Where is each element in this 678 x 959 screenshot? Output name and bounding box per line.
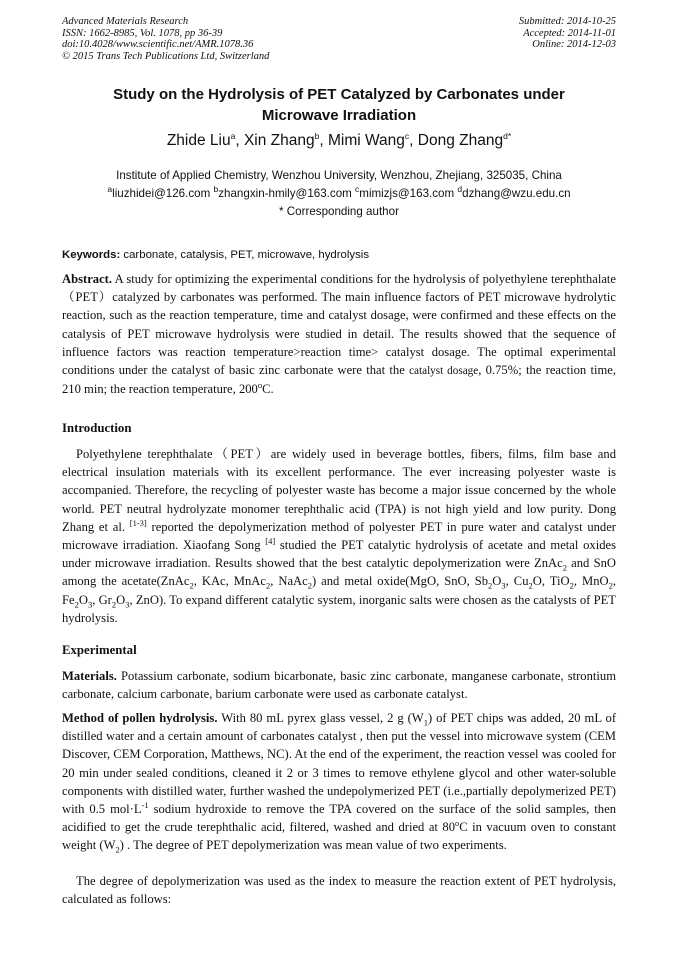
email-link[interactable]: dzhang@wzu.edu.cn — [462, 187, 571, 200]
email-link[interactable]: zhangxin-hmily@163.com — [218, 187, 352, 200]
materials-paragraph: Materials. Potassium carbonate, sodium bicarbonate, basic zinc carbonate, manganese carbonate, strontium carbonate, calcium carbonate, barium carbonate were used as carbonate catalyst. — [62, 669, 616, 702]
issn: ISSN: 1662-8985, Vol. 1078, pp 36-39 — [62, 27, 223, 39]
submitted-date: Submitted: 2014-10-25 — [518, 16, 616, 27]
keywords-label: Keywords: — [62, 249, 121, 261]
author: Zhide Liu$^a$, — [166, 130, 244, 149]
title-line-1: Study on the Hydrolysis of PET Catalyzed by Carbonates under — [113, 86, 565, 103]
degree-paragraph: The degree of depolymerization was used as the index to measure the reaction extent of PET hydrolysis, calculated as follows: — [62, 874, 616, 907]
online-date: Online: 2014-12-03 — [532, 39, 616, 51]
paper-title — [62, 84, 616, 126]
journal-header-left — [62, 16, 269, 62]
journal-header-right — [519, 16, 616, 51]
copyright: © 2015 Trans Tech Publications Ltd, Switzerland — [62, 50, 270, 62]
keywords — [62, 247, 616, 263]
email-link[interactable]: liuzhidei@126.com — [112, 187, 211, 200]
introduction-text: Polyethylene terephthalate（PET）are widely used in beverage bottles, fibers, films, film base and electrical insulation materials with its excellent performance. The ever increasing polyester waste is accompanied. Therefore, the recycling of polyester waste has become a major issue concerned by the whole world. PET neutral hydrolyzate monomer terephthalic acid (TPA) is not high yield and low purity. Dong Zhang et al. [1-3] reported the depolymerization method of polyester PET in pure water and catalyst under microwave irradiation. Xiaofang Song [4] studied the PET catalytic hydrolysis of acetate and metal oxides under microwave irradiation. Results showed that the best catalytic depolymerization were ZnAc$_2$ and SnO among the acetate(ZnAc$_2$, KAc, MnAc$_2$, NaAc$_2$) and metal oxide(MgO, SnO, $Sb_2O_3$, $Cu_2O$, TiO$_2$, MnO$_2$, $Fe_2O_3$, $Gr_2O_3$, ZnO). To expand different catalytic system, inorganic salts were chosen as the catalysts of PET hydrolysis. — [62, 447, 616, 625]
affiliation-block — [62, 167, 616, 221]
abstract-label: Abstract. — [62, 272, 113, 286]
abstract: Abstract. A study for optimizing the experimental conditions for the hydrolysis of polyethylene terephthalate（PET）catalyzed by carbonates was performed. The main influence factors of PET microwave hydrolytic reaction, such as the reaction temperature, time and catalyst dosage, were confirmed and these effects on the catalysis of PET microwave hydrolysis were studied in detail. The results showed that the sequence of influence factors was reaction temperature>reaction time> catalyst dosage. The optimal experimental conditions under the catalyst of basic zinc carbonate were that the catalyst dosage, 0.75%; the reaction time, 210 min; the reaction temperature, 200$^o$C. — [62, 272, 616, 397]
materials-label: Materials. — [62, 669, 117, 683]
affiliation: Institute of Applied Chemistry, Wenzhou University, Wenzhou, Zhejiang, 325035, China — [116, 169, 562, 182]
citation[interactable]: [1-3] — [129, 517, 147, 528]
author-list — [62, 131, 616, 151]
citation[interactable]: [4] — [265, 535, 276, 546]
author: Mimi Wang$^c$, — [327, 130, 418, 149]
author: Dong Zhang$^{d*}$ — [417, 130, 512, 149]
section-heading-experimental: Experimental — [62, 643, 137, 657]
email-list: $^a$liuzhidei@126.com $^b$zhangxin-hmily@163.com $^c$mimizjs@163.com $^d$dzhang@wzu.edu.cn — [107, 184, 571, 200]
corresponding-note: * Corresponding author — [279, 205, 399, 218]
keywords-text: carbonate, catalysis, PET, microwave, hydrolysis — [123, 249, 370, 261]
method-paragraph: Method of pollen hydrolysis. With 80 mL pyrex glass vessel, 2 g $(W_1)$ of PET chips was added, 20 mL of distilled water and a certain amount of carbonates catalyst , then put the vessel into microwave system (CEM Discover, CEM Corporation, Matthews, NC). At the end of the experiment, the reaction vessel was cooled for 20 min under sealed conditions, cleaned it 2 or 3 times to remove ethylene glycol and other water-soluble components with distilled water, further washed the undepolymerized PET (i.e.,partially depolymerized PET) with 0.5 mol·L$^{-1}$ sodium hydroxide to remove the TPA covered on the surface of the solid samples, then acidified to get the crude terephthalic acid, filtered, washed and dried at 80$^o$C in vacuum oven to constant weight $(W_2)$ . The degree of PET depolymerization was mean value of two experiments. — [62, 711, 617, 855]
doi: doi:10.4028/www.scientific.net/AMR.1078.36 — [62, 39, 254, 51]
email-link[interactable]: mimizjs@163.com — [359, 187, 455, 200]
accepted-date: Accepted: 2014-11-01 — [523, 27, 616, 39]
section-heading-introduction: Introduction — [62, 421, 132, 435]
title-line-2: Microwave Irradiation — [261, 107, 417, 124]
author: Xin Zhang$^b$, — [243, 130, 328, 149]
method-label: Method of pollen hydrolysis. — [62, 711, 218, 725]
journal-name: Advanced Materials Research — [62, 16, 189, 27]
